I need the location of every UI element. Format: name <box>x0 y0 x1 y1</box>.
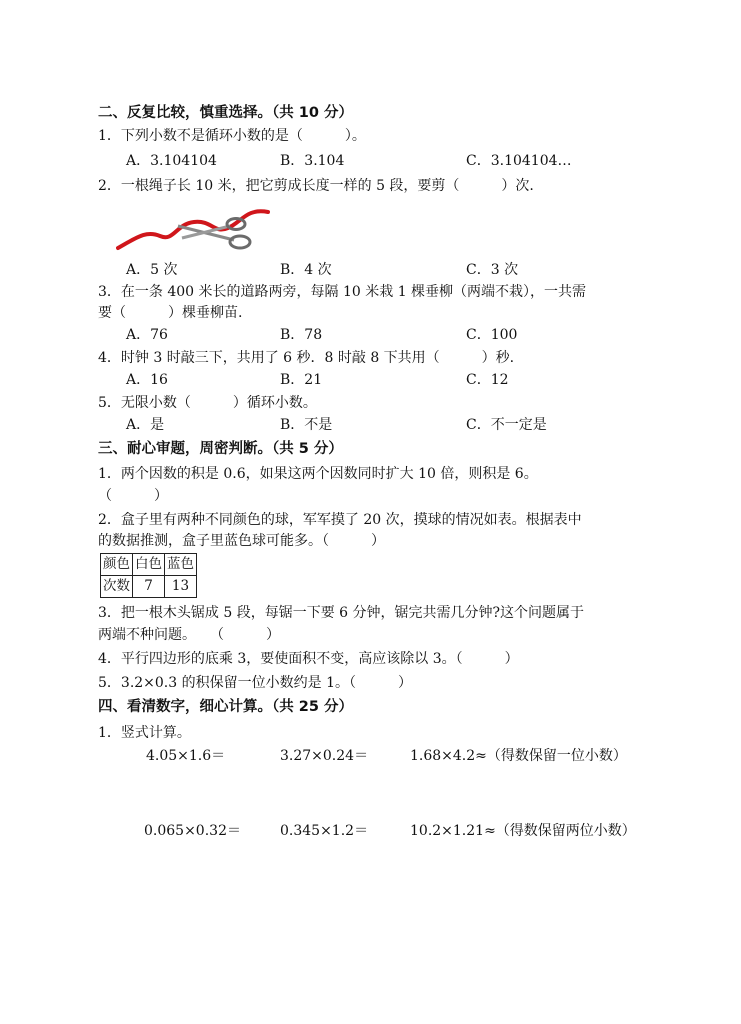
table-cell: 7 <box>133 576 165 598</box>
table-cell: 次数 <box>101 576 133 598</box>
table-row <box>101 554 197 576</box>
q2-5-option-b: B．不是 <box>280 417 333 433</box>
q2-1-option-c: C．3.104104… <box>466 153 572 169</box>
q2-5-option-c: C．不一定是 <box>466 417 547 433</box>
table-cell: 白色 <box>133 554 165 576</box>
q2-1-option-a: A．3.104104 <box>126 153 217 169</box>
q3-4-stem: 4．平行四边形的底乘 3，要使面积不变，高应该除以 3。（ ） <box>98 651 519 667</box>
q3-1-stem: 1．两个因数的积是 0.6，如果这两个因数同时扩大 10 倍，则积是 6。 <box>98 466 538 482</box>
q2-3-option-a: A．76 <box>126 327 168 343</box>
q2-2-option-b: B．4 次 <box>280 262 332 278</box>
q2-5-stem: 5．无限小数（ ）循环小数。 <box>98 395 317 411</box>
q3-5-stem: 5．3.2×0.3 的积保留一位小数约是 1。（ ） <box>98 675 412 691</box>
q2-4-option-b: B．21 <box>280 372 323 388</box>
q3-2-stem-line2: 的数据推测，盒子里蓝色球可能多。（ ） <box>98 533 385 549</box>
table-row <box>101 576 197 598</box>
q3-3-stem-line1: 3．把一根木头锯成 5 段，每锯一下要 6 分钟，锯完共需几分钟?这个问题属于 <box>98 605 585 621</box>
q2-2-stem: 2．一根绳子长 10 米，把它剪成长度一样的 5 段，要剪（ ）次. <box>98 178 534 194</box>
section-4-title: 四、看清数字，细心计算。（共 25 分） <box>98 699 354 715</box>
q2-4-option-c: C．12 <box>466 372 509 388</box>
q2-1-stem: 1．下列小数不是循环小数的是（ ）。 <box>98 128 366 144</box>
q3-2-stem-line1: 2．盒子里有两种不同颜色的球，军军摸了 20 次，摸球的情况如表。根据表中 <box>98 512 582 528</box>
calc-problem: 4.05×1.6＝ <box>146 748 226 764</box>
calc-problem: 10.2×1.21≈（得数保留两位小数） <box>410 823 636 839</box>
q2-1-option-b: B．3.104 <box>280 153 345 169</box>
q2-3-option-c: C．100 <box>466 327 518 343</box>
calc-problem: 1.68×4.2≈（得数保留一位小数） <box>410 748 627 764</box>
calc-problem: 0.345×1.2＝ <box>280 823 369 839</box>
rope-scissors-image <box>116 200 272 258</box>
q2-3-option-b: B．78 <box>280 327 323 343</box>
q4-1-stem: 1．竖式计算。 <box>98 725 191 741</box>
section-2-title: 二、反复比较，慎重选择。（共 10 分） <box>98 105 354 121</box>
calc-problem: 3.27×0.24＝ <box>280 748 369 764</box>
table-cell: 13 <box>165 576 197 598</box>
q2-4-stem: 4．时钟 3 时敲三下，共用了 6 秒．8 时敲 8 下共用（ ）秒. <box>98 350 515 366</box>
q3-1-answer-paren: （ ） <box>98 488 168 504</box>
ball-count-table <box>100 553 197 598</box>
q2-2-option-a: A．5 次 <box>126 262 178 278</box>
q2-4-option-a: A．16 <box>126 372 168 388</box>
section-3-title: 三、耐心审题，周密判断。（共 5 分） <box>98 441 343 457</box>
q2-5-option-a: A．是 <box>126 417 165 433</box>
q2-3-stem-line1: 3．在一条 400 米长的道路两旁，每隔 10 米栽 1 棵垂柳（两端不栽），一共需 <box>98 284 587 300</box>
q3-3-stem-line2: 两端不种问题。 （ ） <box>98 627 280 643</box>
q2-3-stem-line2: 要（ ）棵垂柳苗. <box>98 305 243 321</box>
table-cell: 蓝色 <box>165 554 197 576</box>
table-cell: 颜色 <box>101 554 133 576</box>
q2-2-option-c: C．3 次 <box>466 262 519 278</box>
calc-problem: 0.065×0.32＝ <box>144 823 241 839</box>
